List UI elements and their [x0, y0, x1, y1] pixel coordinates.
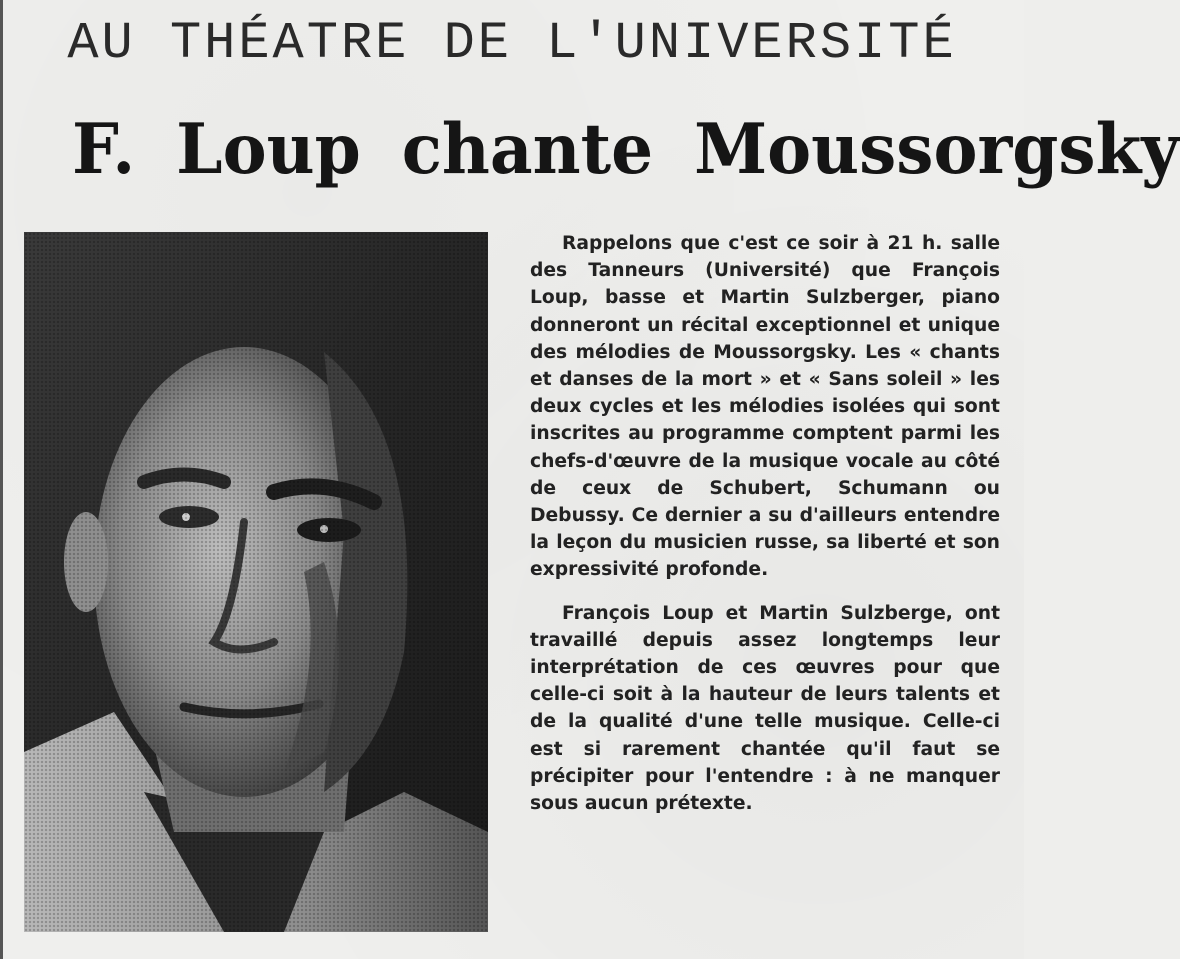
column-rule	[0, 0, 3, 959]
article-paragraph-2: François Loup et Martin Sulzberge, ont travaillé depuis assez longtemps leur interprétation de ces œuvres pour que celle-ci soit à la hauteur de leurs talents et de la qualité d'une telle musique. Celle-ci est si rarement chantée qu'il faut se précipiter pour l'entendre : à ne manquer sous aucun prétexte.	[530, 602, 1000, 815]
kicker-heading: AU THÉATRE DE L'UNIVERSITÉ	[67, 14, 957, 73]
portrait-photo	[24, 232, 488, 932]
article-body	[530, 230, 1000, 817]
article-paragraph-1: Rappelons que c'est ce soir à 21 h. salle des Tanneurs (Université) que François Loup, basse et Martin Sulzberger, piano donneront un récital exceptionnel et unique des mélodies de Moussorgsky. Les « chants et danses de la mort » et « Sans soleil » les deux cycles et les mélodies isolées qui sont inscrites au programme comptent parmi les chefs-d'œuvre de la musique vocale au côté de ceux de Schubert, Schumann ou Debussy. Ce dernier a su d'ailleurs entendre la leçon du musicien russe, sa liberté et son expressivité profonde.	[530, 233, 1000, 581]
headline: F. Loup chante Moussorgsky	[72, 108, 1180, 190]
portrait-illustration	[24, 232, 488, 932]
